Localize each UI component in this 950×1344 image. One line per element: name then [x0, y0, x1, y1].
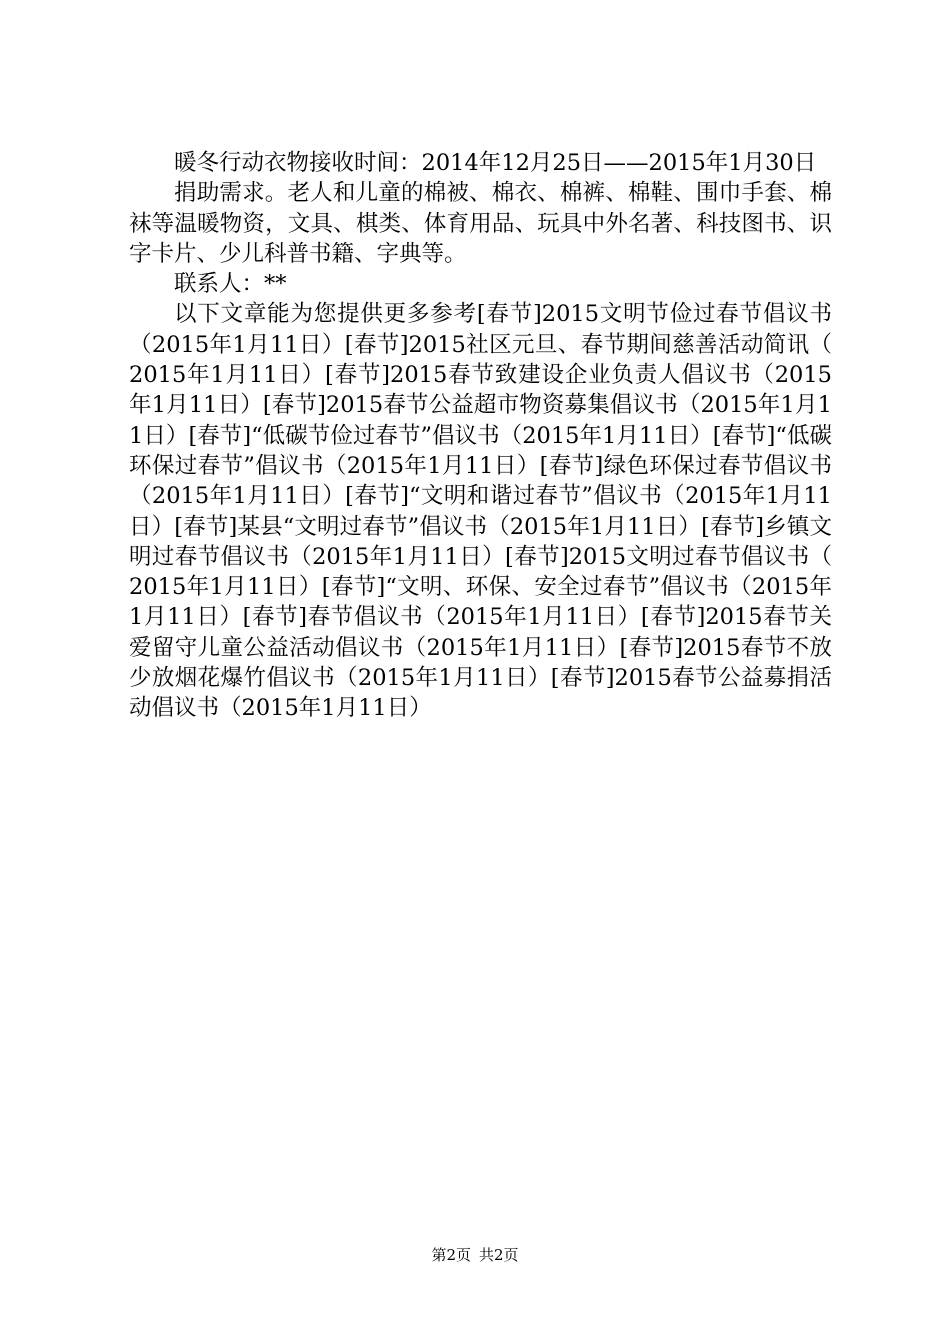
page-number-current: 第2页	[431, 1246, 471, 1264]
paragraph-donation-needs: 捐助需求。老人和儿童的棉被、棉衣、棉裤、棉鞋、围巾手套、棉袜等温暖物资，文具、棋类、体育用品、玩具中外名著、科技图书、识字卡片、少儿科普书籍、字典等。	[129, 180, 832, 267]
page-footer	[0, 1245, 950, 1265]
paragraph-related-articles: 以下文章能为您提供更多参考[春节]2015文明节俭过春节倡议书（2015年1月11日）[春节]2015社区元旦、春节期间慈善活动简讯（2015年1月11日）[春节]2015春节致建设企业负责人倡议书（2015年1月11日）[春节]2015春节公益超市物资募集倡议书（2015年1月11日）[春节]“低碳节俭过春节”倡议书（2015年1月11日）[春节]“低碳环保过春节”倡议书（2015年1月11日）[春节]绿色环保过春节倡议书（2015年1月11日）[春节]“文明和谐过春节”倡议书（2015年1月11日）[春节]某县“文明过春节”倡议书（2015年1月11日）[春节]乡镇文明过春节倡议书（2015年1月11日）[春节]2015文明过春节倡议书（2015年1月11日）[春节]“文明、环保、安全过春节”倡议书（2015年1月11日）[春节]春节倡议书（2015年1月11日）[春节]2015春节关爱留守儿童公益活动倡议书（2015年1月11日）[春节]2015春节不放少放烟花爆竹倡议书（2015年1月11日）[春节]2015春节公益募捐活动倡议书（2015年1月11日）	[129, 301, 832, 722]
document-body	[129, 148, 832, 724]
paragraph-receive-time: 暖冬行动衣物接收时间：2014年12月25日——2015年1月30日	[174, 150, 817, 176]
paragraph-contact: 联系人：**	[174, 271, 287, 298]
page-number-total: 共2页	[479, 1246, 519, 1264]
